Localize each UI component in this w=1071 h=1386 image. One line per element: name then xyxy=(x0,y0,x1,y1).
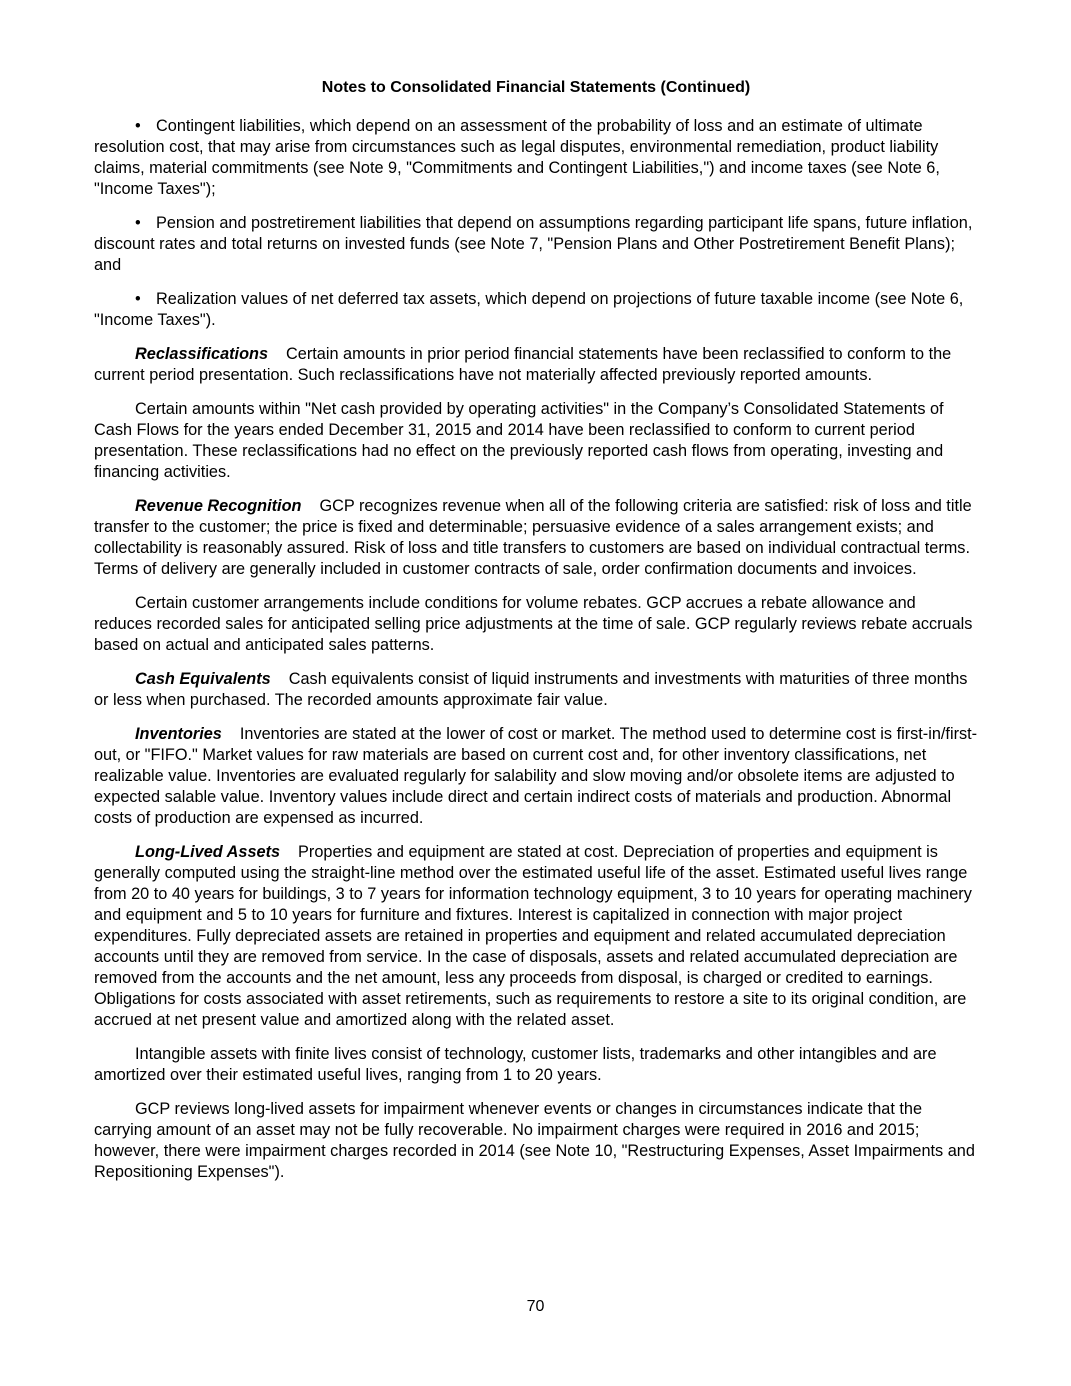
reclassifications-paragraph xyxy=(94,344,978,386)
page-body xyxy=(94,78,978,1196)
bullet-item xyxy=(94,289,978,331)
revenue-recognition-heading: Revenue Recognition xyxy=(135,497,302,515)
bullet-item xyxy=(94,213,978,276)
revenue-recognition-paragraph-2: Certain customer arrangements include conditions for volume rebates. GCP accrues a rebate allowance and reduces recorded sales for anticipated selling price adjustments at the time of sale. GCP regularly reviews rebate accruals based on actual and anticipated sales patterns. xyxy=(94,594,973,654)
long-lived-assets-text: Properties and equipment are stated at cost. Depreciation of properties and equipment is generally computed using the straight-line method over the estimated useful life of the asset. Estimated useful lives range from 20 to 40 years for buildings, 3 to 7 years for information technology equipment, 3 to 10 years for operating machinery and equipment and 5 to 10 years for furniture and fixtures. Interest is capitalized in connection with major project expenditures. Fully depreciated assets are retained in properties and equipment and related accumulated depreciation accounts until they are removed from service. In the case of disposals, assets and related accumulated depreciation are removed from the accounts and the net amount, less any proceeds from disposal, is charged or credited to earnings. Obligations for costs associated with asset retirements, such as requirements to restore a site to its original condition, are accrued at net present value and amortized along with the related asset. xyxy=(94,843,972,1029)
bullet-icon: • xyxy=(135,290,141,308)
impairment-paragraph: GCP reviews long-lived assets for impairment whenever events or changes in circumstances indicate that the carrying amount of an asset may not be fully recoverable. No impairment charges were required in 2016 and 2015; however, there were impairment charges recorded in 2014 (see Note 10, "Restructuring Expenses, Asset Impairments and Repositioning Expenses"). xyxy=(94,1100,975,1181)
bullet-text: Realization values of net deferred tax assets, which depend on projections of future taxable income (see Note 6, "Income Taxes"). xyxy=(94,290,964,329)
long-lived-assets-paragraph xyxy=(94,842,978,1031)
reclassifications-text: Certain amounts in prior period financial statements have been reclassified to conform to the current period presentation. Such reclassifications have not materially affected previously reported amounts. xyxy=(94,345,952,384)
bullet-text: Contingent liabilities, which depend on an assessment of the probability of loss and an estimate of ultimate resolution cost, that may arise from circumstances such as legal disputes, environmental remediation, product liability claims, material commitments (see Note 9, "Commitments and Contingent Liabilities,") and income taxes (see Note 6, "Income Taxes"); xyxy=(94,117,940,198)
revenue-recognition-text: GCP recognizes revenue when all of the following criteria are satisfied: risk of loss and title transfer to the customer; the price is fixed and determinable; persuasive evidence of a sales arrangement exists; and collectability is reasonably assured. Risk of loss and title transfers to customers are based on individual contractual terms. Terms of delivery are generally included in customer contracts of sale, order confirmation documents and invoices. xyxy=(94,497,972,578)
cash-equivalents-text: Cash equivalents consist of liquid instruments and investments with maturities of three months or less when purchased. The recorded amounts approximate fair value. xyxy=(94,670,968,709)
cash-equivalents-paragraph xyxy=(94,669,978,711)
bullet-text: Pension and postretirement liabilities that depend on assumptions regarding participant life spans, future inflation, discount rates and total returns on invested funds (see Note 7, "Pension Plans and Other Postretirement Benefit Plans); and xyxy=(94,214,973,274)
reclassifications-heading: Reclassifications xyxy=(135,345,269,363)
cash-equivalents-heading: Cash Equivalents xyxy=(135,670,271,688)
inventories-text: Inventories are stated at the lower of cost or market. The method used to determine cost is first-in/first-out, or "FIFO." Market values for raw materials are based on current cost and, for other inventory classifications, net realizable value. Inventories are evaluated regularly for salability and slow moving and/or obsolete items are adjusted to expected salable value. Inventory values include direct and certain indirect costs of materials and production. Abnormal costs of production are expensed as incurred. xyxy=(94,725,978,827)
page-number: 70 xyxy=(526,1298,545,1315)
intangible-assets-paragraph: Intangible assets with finite lives consist of technology, customer lists, trademarks and other intangibles and are amortized over their estimated useful lives, ranging from 1 to 20 years. xyxy=(94,1045,937,1084)
inventories-heading: Inventories xyxy=(135,725,222,743)
bullet-icon: • xyxy=(135,214,141,232)
reclassifications-paragraph-2: Certain amounts within "Net cash provided by operating activities" in the Company’s Consolidated Statements of Cash Flows for the years ended December 31, 2015 and 2014 have been reclassified to conform to current period presentation. These reclassifications had no effect on the previously reported cash flows from operating, investing and financing activities. xyxy=(94,400,944,481)
page-title: Notes to Consolidated Financial Statements (Continued) xyxy=(321,79,751,96)
inventories-paragraph xyxy=(94,724,978,829)
bullet-item xyxy=(94,116,978,200)
revenue-recognition-paragraph xyxy=(94,496,978,580)
long-lived-assets-heading: Long-Lived Assets xyxy=(135,843,281,861)
bullet-icon: • xyxy=(135,117,141,135)
